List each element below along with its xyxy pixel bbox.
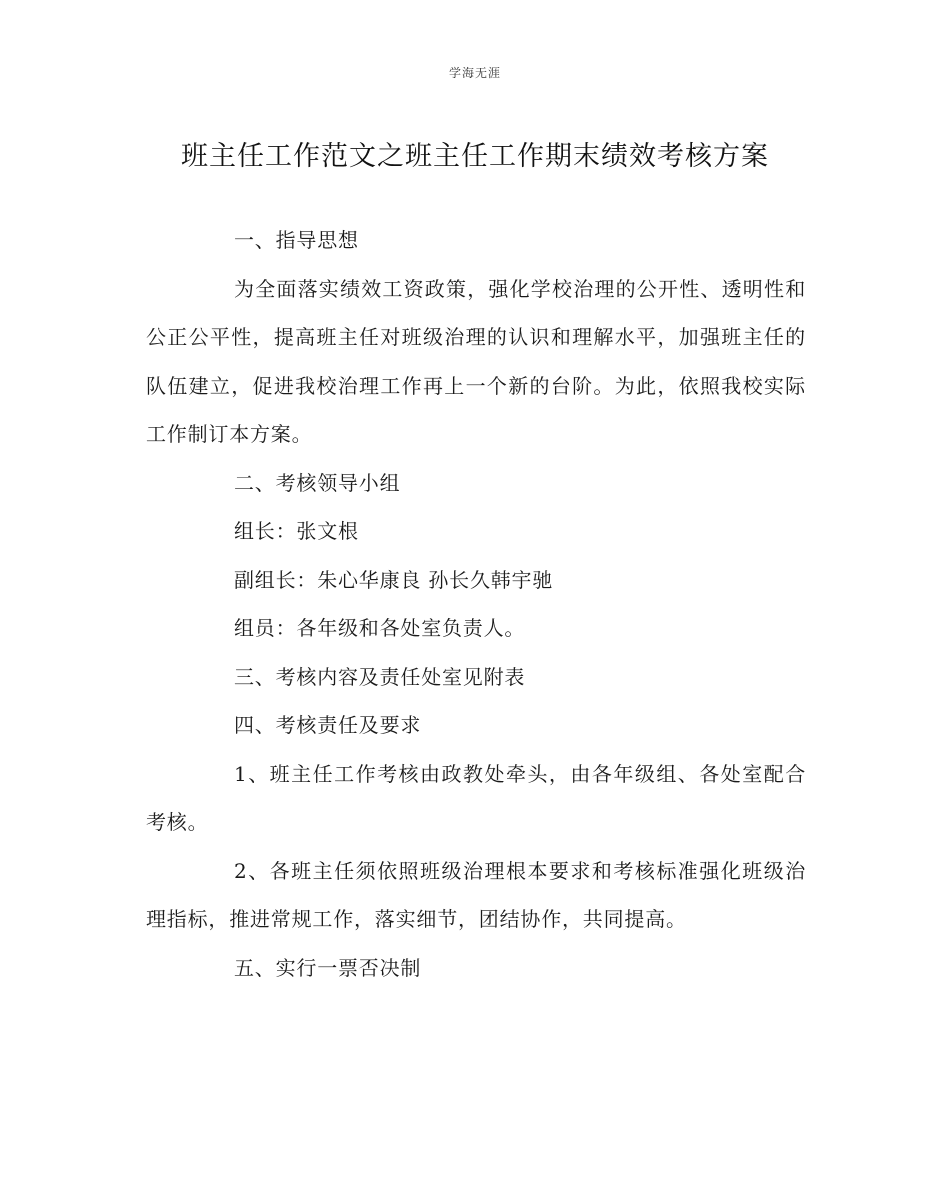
deputy-leader-line: 副组长：朱心华康良 孙长久韩宇驰 — [234, 567, 554, 592]
section-heading-1: 一、指导思想 — [234, 228, 359, 252]
group-leader-line: 组长：张文根 — [234, 519, 359, 543]
group-members-line: 组员：各年级和各处室负责人。 — [234, 616, 526, 640]
requirement-item-1: 1、班主任工作考核由政教处牵头，由各年级组、各处室配合考核。 — [146, 761, 806, 834]
section-heading-3: 三、考核内容及责任处室见附表 — [234, 664, 526, 689]
document-body — [146, 216, 806, 992]
section-heading-5: 五、实行一票否决制 — [234, 955, 422, 980]
page-header: 学海无涯 — [448, 66, 501, 80]
requirement-item-2: 2、各班主任须依照班级治理根本要求和考核标准强化班级治理指标，推进常规工作，落实细节，团结协作，共同提高。 — [146, 858, 806, 931]
section-heading-2: 二、考核领导小组 — [234, 470, 401, 495]
paragraph-guiding-idea: 为全面落实绩效工资政策，强化学校治理的公开性、透明性和公正公平性，提高班主任对班级治理的认识和理解水平，加强班主任的队伍建立，促进我校治理工作再上一个新的台阶。为此，依照我校实际工作制订本方案。 — [146, 276, 806, 446]
document-title: 班主任工作范文之班主任工作期末绩效考核方案 — [181, 141, 769, 172]
section-heading-4: 四、考核责任及要求 — [234, 713, 422, 737]
